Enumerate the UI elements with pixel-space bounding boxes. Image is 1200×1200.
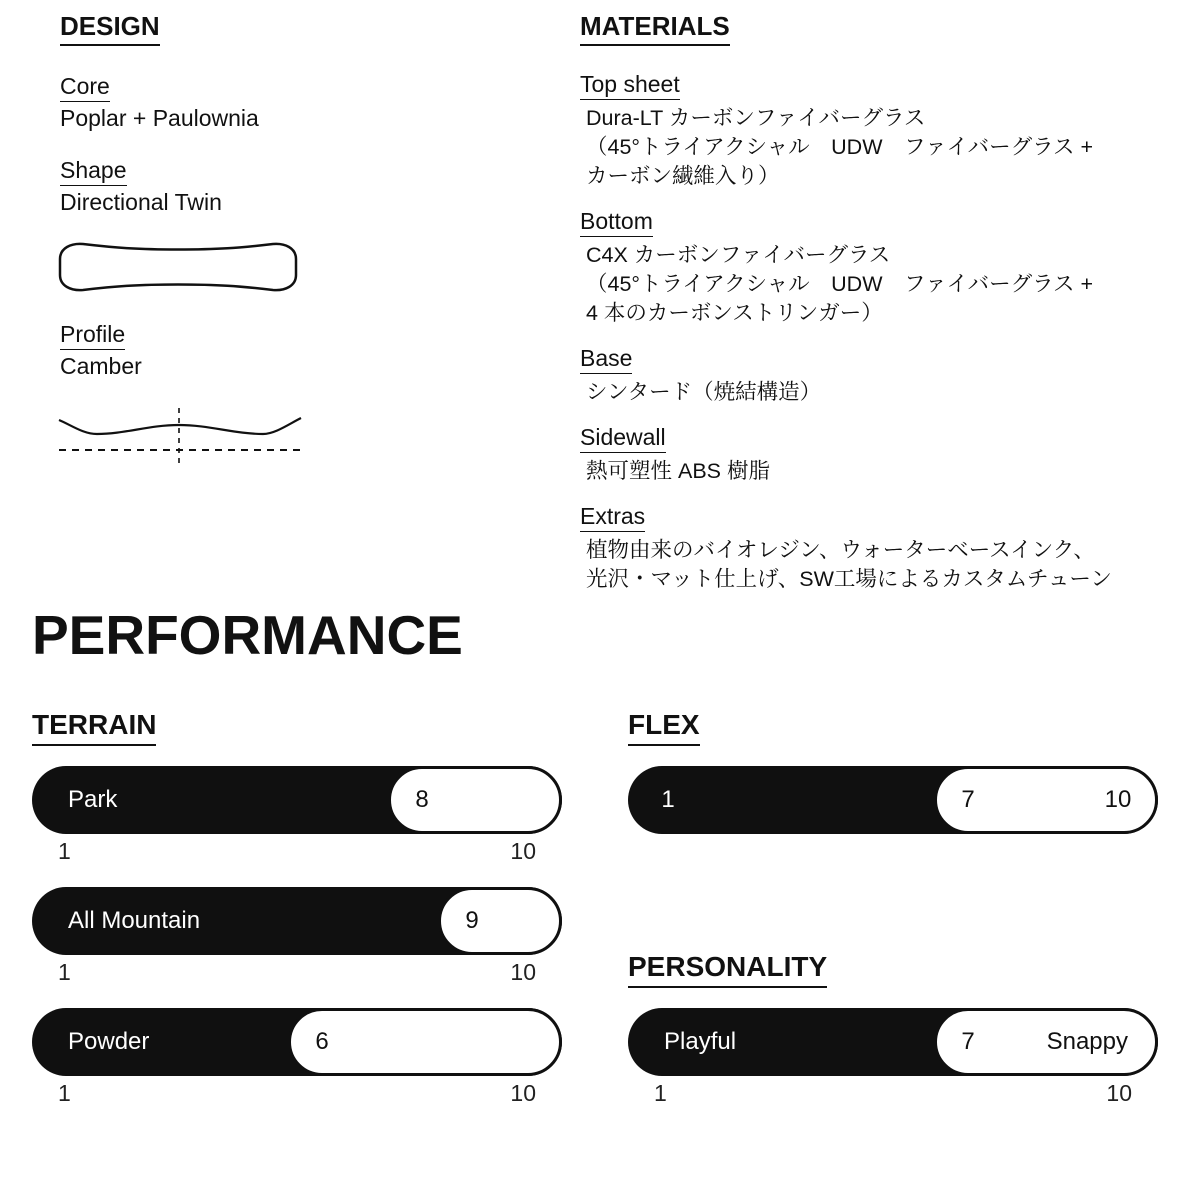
scale-max: 10 (510, 958, 536, 985)
topsheet-label: Top sheet (580, 70, 1140, 100)
topsheet-line: （45°トライアクシャル UDW ファイバーグラス + (586, 134, 1094, 159)
materials-section (580, 12, 1140, 610)
topsheet-line: Dura-LT カーボンファイバーグラス (586, 105, 926, 130)
gauge-all-mountain-value: 9 (465, 906, 479, 934)
terrain-section (32, 710, 562, 1129)
base-label: Base (580, 344, 1140, 374)
gauge-group-powder (32, 1008, 562, 1107)
material-bottom (580, 207, 1140, 328)
spec-core (60, 72, 500, 132)
gauge-park (32, 766, 562, 834)
gauge-park-label: Park (68, 785, 118, 813)
gauge-flex-max: 10 (1104, 785, 1132, 813)
scale-min: 1 (58, 1079, 71, 1106)
sidewall-line: 熱可塑性 ABS 樹脂 (586, 458, 770, 483)
sidewall-label: Sidewall (580, 423, 1140, 453)
design-section (60, 12, 500, 468)
scale-min: 1 (58, 837, 71, 864)
terrain-title: TERRAIN (32, 710, 562, 746)
bottom-line: C4X カーボンファイバーグラス (586, 242, 891, 267)
scale-max: 10 (510, 837, 536, 864)
snowboard-shape-diagram (57, 240, 299, 294)
core-label: Core (60, 72, 500, 102)
base-line: シンタード（焼結構造） (586, 379, 822, 404)
material-sidewall (580, 423, 1140, 486)
core-value: Poplar + Paulownia (60, 104, 259, 131)
flex-title: FLEX (628, 710, 1158, 746)
scale-min: 1 (654, 1079, 667, 1106)
materials-title: MATERIALS (580, 12, 1140, 46)
gauge-personality-right-label: Snappy (1046, 1027, 1128, 1055)
gauge-powder (32, 1008, 562, 1076)
scale-max: 10 (1106, 1079, 1132, 1106)
shape-value: Directional Twin (60, 188, 222, 215)
camber-profile-diagram (57, 404, 303, 468)
gauge-group-park (32, 766, 562, 865)
gauge-powder-scale (32, 1076, 562, 1107)
spec-shape (60, 156, 500, 216)
gauge-group-all-mountain (32, 887, 562, 986)
extras-line: 光沢・マット仕上げ、SW工場によるカスタムチューン (586, 566, 1112, 591)
personality-title: PERSONALITY (628, 952, 1158, 988)
material-extras (580, 502, 1140, 594)
performance-title: PERFORMANCE (32, 604, 463, 666)
topsheet-line: カーボン繊維入り） (586, 163, 780, 188)
shape-label: Shape (60, 156, 500, 186)
design-title: DESIGN (60, 12, 500, 46)
gauge-group-personality (628, 1008, 1158, 1107)
spec-profile (60, 320, 500, 380)
flex-personality-section (628, 710, 1158, 1129)
bottom-label: Bottom (580, 207, 1140, 237)
gauge-park-scale (32, 834, 562, 865)
gauge-personality (628, 1008, 1158, 1076)
gauge-flex (628, 766, 1158, 834)
gauge-personality-value: 7 (961, 1027, 975, 1055)
gauge-powder-value: 6 (315, 1027, 329, 1055)
material-topsheet (580, 70, 1140, 191)
gauge-group-flex (628, 766, 1158, 834)
scale-max: 10 (510, 1079, 536, 1106)
gauge-personality-scale (628, 1076, 1158, 1107)
scale-min: 1 (58, 958, 71, 985)
gauge-park-value: 8 (415, 785, 429, 813)
gauge-flex-min: 1 (661, 785, 675, 813)
gauge-all-mountain-label: All Mountain (68, 906, 201, 934)
bottom-line: 4 本のカーボンストリンガー） (586, 300, 883, 325)
gauge-all-mountain (32, 887, 562, 955)
material-base (580, 344, 1140, 407)
gauge-personality-left-label: Playful (664, 1027, 737, 1055)
gauge-powder-label: Powder (68, 1027, 150, 1055)
personality-block (628, 952, 1158, 1107)
gauge-flex-value: 7 (961, 785, 975, 813)
extras-label: Extras (580, 502, 1140, 532)
profile-label: Profile (60, 320, 500, 350)
extras-line: 植物由来のバイオレジン、ウォーターベースインク、 (586, 537, 1095, 562)
bottom-line: （45°トライアクシャル UDW ファイバーグラス + (586, 271, 1094, 296)
profile-value: Camber (60, 352, 142, 379)
gauge-all-mountain-scale (32, 955, 562, 986)
